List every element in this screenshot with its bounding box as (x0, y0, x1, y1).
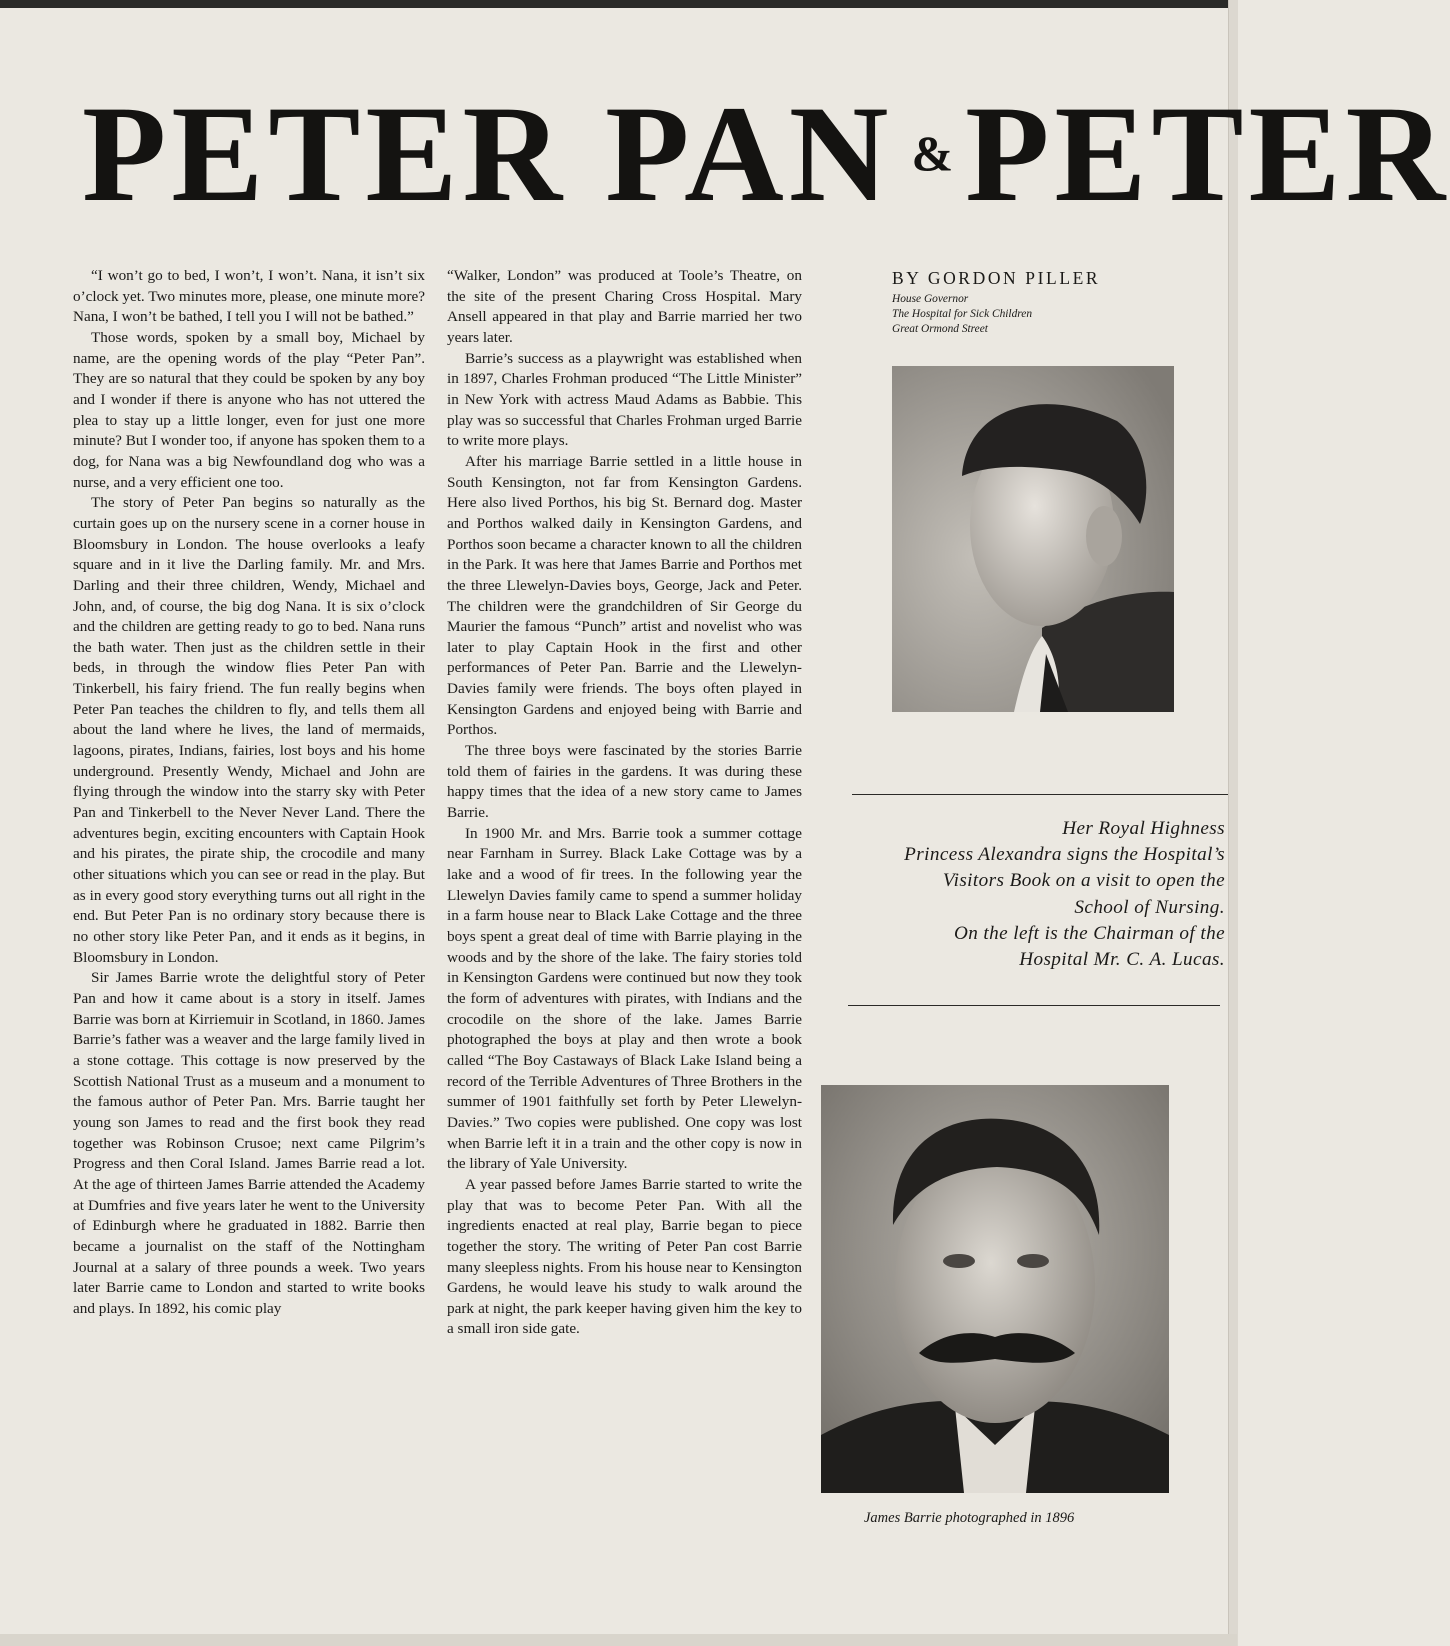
caption-line: Princess Alexandra signs the Hospital’s (904, 844, 1225, 866)
paragraph: The story of Peter Pan begins so naturally as the curtain goes up on the nursery scene in a corner house in Bloomsbury in London. The house overlooks a leafy square and in it live the Darling family. Mr. and Mrs. Darling and their three children, Wendy, Michael and John, and, of course, the big dog Nana. It is six o’clock and the children are getting ready to go to bed. Nana runs the bath water. Then just as the children settle in their beds, in through the window flies Peter Pan with Tinkerbell, his fairy friend. The fun really begins when Peter Pan teaches the children to fly, and tells them all about the land where he lives, the land of mermaids, lagoons, pirates, Indians, fairies, lost boys and his home underground. Presently Wendy, Michael and John are flying through the window into the starry sky with Peter Pan and Tinkerbell to the Never Never Land. There the adventures begin, exciting encounters with Captain Hook and his pirates, the pirate ship, the crocodile and many other situations which you can see or read in the play. But as in every good story everything turns out all right in the end. But Peter Pan is no ordinary story because there is no other story like Peter Pan, and it ends as it begins, in Bloomsbury in London. (73, 494, 425, 966)
headline (82, 77, 1450, 230)
caption-line: School of Nursing. (1074, 896, 1225, 918)
divider-rule (852, 794, 1228, 795)
author-credits (892, 292, 1032, 338)
credit-line: The Hospital for Sick Children (892, 308, 1033, 321)
paragraph: A year passed before James Barrie started to write the play that was to become Peter Pan. With all the ingredients enacted at real play, Barrie began to piece together the story. The writing of Peter Pan cost Barrie many sleepless nights. From his house near to Kensington Gardens, he would leave his study to walk around the park at night, the park keeper having given him the key to a small iron side gate. (447, 1175, 802, 1338)
paragraph: Barrie’s success as a playwright was established when in 1897, Charles Frohman produced “The Little Minister” in New York with actress Maud Adams as Babbie. This play was so successful that Charles Frohman urged Barrie to write more plays. (447, 349, 802, 450)
caption-line: On the left is the Chairman of the (953, 922, 1225, 944)
headline-ampersand: & (911, 125, 954, 181)
paragraph: Those words, spoken by a small boy, Michael by name, are the opening words of the play “Peter Pan”. They are so natural that they could be spoken by any boy and I wonder if there is anyone who has not uttered the plea to stay up a little longer, even for just one more minute? But I wonder too, if anyone has spoken them to a dog, for Nana was a big Newfoundland dog who was a nurse, and a very efficient one too. (73, 328, 425, 491)
paragraph: “I won’t go to bed, I won’t, I won’t. Nana, it isn’t six o’clock yet. Two minutes more, please, one minute more? Nana, I won’t be bathed, I tell you I will not be bathed.” (73, 267, 425, 326)
portrait-image (821, 1085, 1169, 1493)
article-column-2 (447, 266, 802, 1340)
photo-caption-princess (845, 816, 1225, 973)
byline: BY GORDON PILLER (892, 268, 1101, 288)
paragraph: Sir James Barrie wrote the delightful story of Peter Pan and how it came about is a story in itself. James Barrie was born at Kirriemuir in Scotland, in 1860. James Barrie’s father was a weaver and the large family lived in a stone cottage. This cottage is now preserved by the Scottish National Trust as a museum and a monument to the famous author of Peter Pan. Mrs. Barrie taught her young son James to read and the first book they read together was Robinson Crusoe; next came Pilgrim’s Progress and then Coral Island. James Barrie read a lot. At the age of thirteen James Barrie attended the Academy at Dumfries and five years later he went to the University of Edinburgh where he graduated in 1882. Barrie then became a journalist on the staff of the Nottingham Journal at a salary of three pounds a week. Two years later Barrie came to London and started to write books and plays. In 1892, his comic play (73, 969, 425, 1317)
headline-word-3: PETER (965, 77, 1450, 230)
barrie-portrait-photo (821, 1085, 1169, 1493)
article-column-1 (73, 266, 425, 1319)
headline-word-1: PETER (82, 77, 568, 230)
paragraph: In 1900 Mr. and Mrs. Barrie took a summer cottage near Farnham in Surrey. Black Lake Cottage was by a lake and a wood of fir trees. In the following year the Llewelyn Davies family came to spend a summer holiday in a farm house near to Black Lake Cottage and the three boys spent a great deal of time with Barrie playing in the woods and by the shore of the lake. The fairy stories told in Kensington Gardens were continued but now they took the form of adventures with pirates, with Indians and the crocodile on the shore of the lake. James Barrie photographed the boys at play and then wrote a book called “The Boy Castaways of Black Lake Island being a record of the Terrible Adventures of Three Brothers in the summer of 1901 faithfully set forth by Peter Llewelyn-Davies.” Two copies were published. One copy was lost when Barrie left it in a train and the other copy is now in the library of Yale University. (447, 824, 802, 1173)
bottom-edge (0, 1634, 1237, 1646)
caption-line: Hospital Mr. C. A. Lucas. (1019, 949, 1225, 971)
top-border (0, 0, 1237, 8)
caption-line: Visitors Book on a visit to open the (942, 870, 1225, 892)
author-portrait-photo (892, 366, 1174, 712)
headline-word-2: PAN (605, 77, 894, 230)
caption-line: Her Royal Highness (1062, 818, 1225, 839)
paragraph: “Walker, London” was produced at Toole’s Theatre, on the site of the present Charing Cross Hospital. Mary Ansell appeared in that play and Barrie married her two years later. (447, 267, 802, 346)
portrait-image (892, 366, 1174, 712)
paragraph: After his marriage Barrie settled in a little house in South Kensington, not far from Kensington Gardens. Here also lived Porthos, his big St. Bernard dog. Master and Porthos walked daily in Kensington Gardens, and Porthos soon became a character known to all the children in the Park. It was here that James Barrie and Porthos met the three Llewelyn-Davies boys, George, Jack and Peter. The children were the grandchildren of Sir George du Maurier the famous “Punch” artist and novelist who was later to play Captain Hook in the first and other performances of Peter Pan. Barrie and the Llewelyn-Davies family were friends. The boys often played in Kensington Gardens and enjoyed being with Barrie and Porthos. (447, 452, 802, 739)
credit-line: Great Ormond Street (892, 323, 988, 336)
page-edge (1228, 0, 1238, 1646)
divider-rule (848, 1005, 1220, 1006)
credit-line: House Governor (892, 293, 969, 305)
photo-caption-barrie: James Barrie photographed in 1896 (864, 1510, 1075, 1526)
paragraph: The three boys were fascinated by the stories Barrie told them of fairies in the gardens. It was during these happy times that the idea of a new story came to James Barrie. (447, 742, 802, 822)
